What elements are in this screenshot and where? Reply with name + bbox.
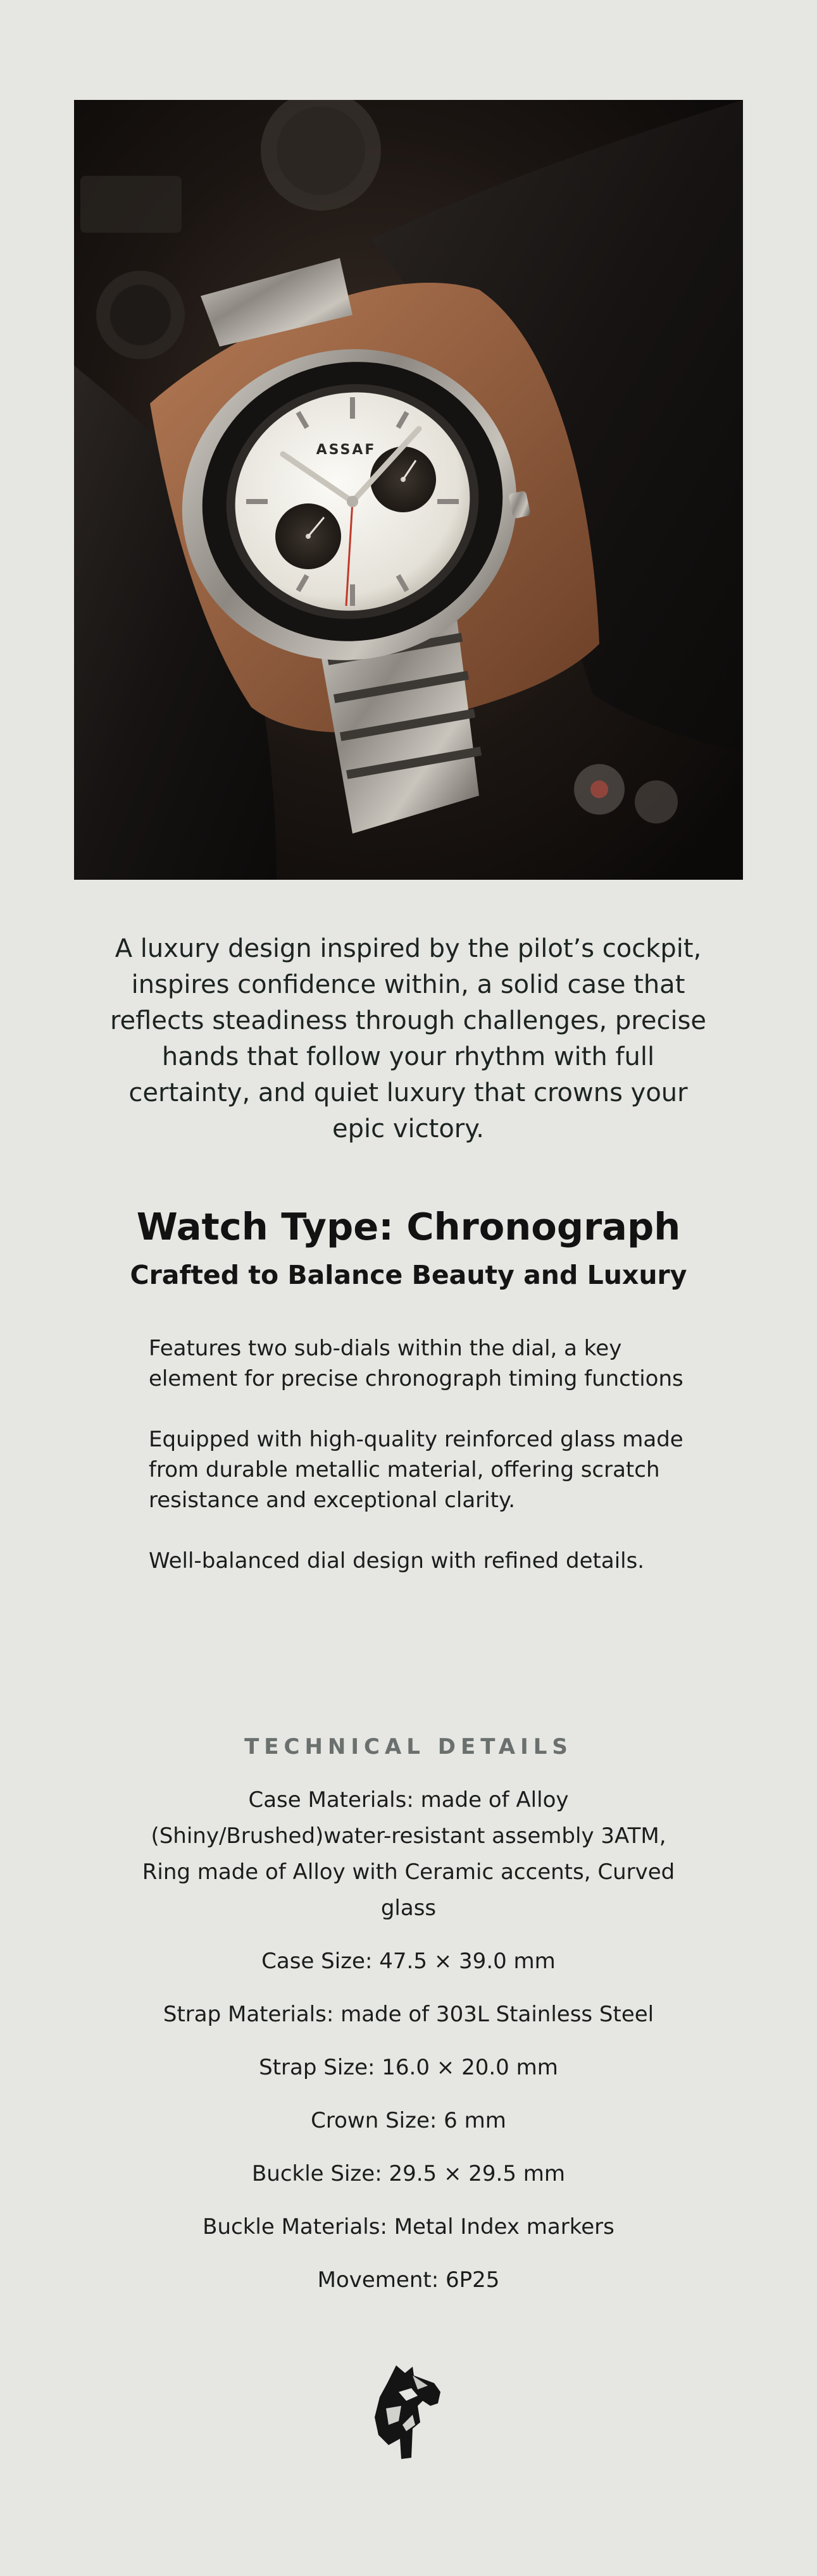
spec-case-materials: Case Materials: made of Alloy (Shiny/Brushed)water-resistant assembly 3ATM, Ring made of Alloy with Ceramic accents, Curved glass — [142, 1787, 675, 1921]
feature-item: Features two sub-dials within the dial, a key element for precise chronograph timing functions — [149, 1336, 683, 1391]
product-subtitle: Crafted to Balance Beauty and Luxury — [130, 1260, 687, 1290]
dial-brand-text: ASSAF — [316, 442, 377, 458]
feature-list — [149, 1333, 706, 1606]
horse-head-logo-icon — [373, 2364, 442, 2460]
technical-details-heading: TECHNICAL DETAILS — [244, 1734, 573, 1759]
spec-case-size: Case Size: 47.5 × 39.0 mm — [261, 1949, 556, 1974]
technical-details-list — [133, 1782, 684, 2315]
feature-item: Well-balanced dial design with refined details. — [149, 1548, 645, 1574]
watch-on-wrist-illustration — [74, 100, 743, 880]
spec-crown-size: Crown Size: 6 mm — [311, 2108, 506, 2133]
hero-watch-photo — [74, 100, 743, 880]
product-title: Watch Type: Chronograph — [136, 1205, 681, 1248]
spec-movement: Movement: 6P25 — [317, 2267, 500, 2293]
spec-buckle-size: Buckle Size: 29.5 × 29.5 mm — [251, 2161, 566, 2186]
feature-item: Equipped with high-quality reinforced glass made from durable metallic material, offering scratch resistance and exceptional clarity. — [149, 1427, 683, 1513]
spec-strap-materials: Strap Materials: made of 303L Stainless Steel — [163, 2002, 654, 2027]
intro-paragraph: A luxury design inspired by the pilot’s cockpit, inspires confidence within, a solid case that reflects steadiness through challenges, precise hands that follow your rhythm with full certainty, and quiet luxury that crowns your epic victory. — [109, 934, 707, 1143]
spec-strap-size: Strap Size: 16.0 × 20.0 mm — [259, 2055, 558, 2080]
spec-buckle-materials: Buckle Materials: Metal Index markers — [203, 2214, 614, 2240]
